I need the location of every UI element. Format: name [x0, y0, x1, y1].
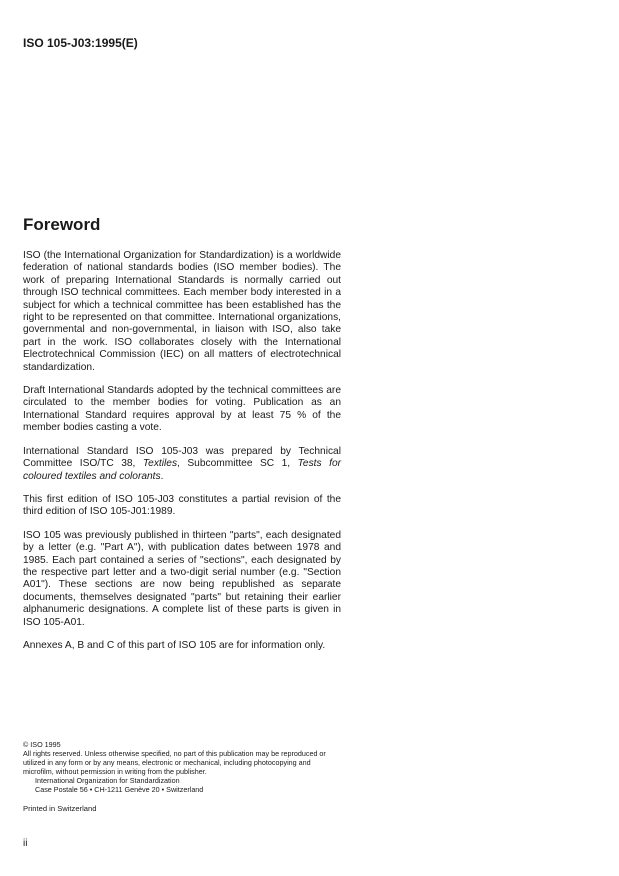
paragraph-iso105-history: ISO 105 was previously published in thirteen "parts", each designated by a letter (e.g. "Part A"), with publication dates between 1978 and 1985. Each part contained a series of "sections", each designated by the respective part letter and a two-digit serial number (e.g. "Section A01"). These sections are now being republished as separate documents, themselves designated "parts" but retaining their earlier alphanumeric designations. A complete list of these parts is given in ISO 105-A01.	[23, 529, 341, 628]
committee-textiles: Textiles	[142, 458, 178, 470]
document-id: ISO 105-J03:1995(E)	[23, 36, 138, 50]
subcommittee-title: Tests for coloured textiles and colorants	[23, 458, 341, 482]
rights-statement: All rights reserved. Unless otherwise specified, no part of this publication may be reproduced or utilized in any form or by any means, electronic or mechanical, including photocopying and microfilm, without permission in writing from the publisher.	[23, 749, 326, 777]
paragraph-edition: This first edition of ISO 105-J03 constitutes a partial revision of the third edition of ISO 105-J01:1989.	[23, 493, 341, 518]
page-number: ii	[23, 838, 28, 849]
paragraph-prepared-by	[23, 446, 341, 483]
copyright-block	[23, 740, 343, 795]
paragraph-iso-intro: ISO (the International Organization for Standardization) is a worldwide federation of national standards bodies (ISO member bodies). The work of preparing International Standards is normally carried out through ISO technical committees. Each member body interested in a subject for which a technical committee has been established has the right to be represented on that committee. International organizations, governmental and non-governmental, in liaison with ISO, also take part in the work. ISO collaborates closely with the International Electrotechnical Commission (IEC) on all matters of electrotechnical standardization.	[23, 250, 341, 373]
section-title: Foreword	[23, 215, 101, 234]
org-address: Case Postale 56 • CH-1211 Genève 20 • Switzerland	[35, 785, 204, 795]
subcommittee-text: , Subcommittee SC 1,	[177, 458, 298, 470]
printed-in: Printed in Switzerland	[23, 804, 97, 813]
org-name: International Organization for Standardization	[35, 776, 180, 786]
copyright-notice: © ISO 1995	[23, 740, 61, 749]
paragraph-draft-standards: Draft International Standards adopted by the technical committees are circulated to the member bodies for voting. Publication as an International Standard requires approval by at least 75 % of the member bodies casting a vote.	[23, 385, 341, 434]
paragraph-annexes: Annexes A, B and C of this part of ISO 105 are for information only.	[23, 639, 326, 651]
prepared-by-text: International Standard ISO 105-J03 was prepared by Technical Committee ISO/TC 38,	[23, 445, 341, 470]
foreword-body	[23, 250, 341, 663]
period: .	[160, 470, 164, 482]
